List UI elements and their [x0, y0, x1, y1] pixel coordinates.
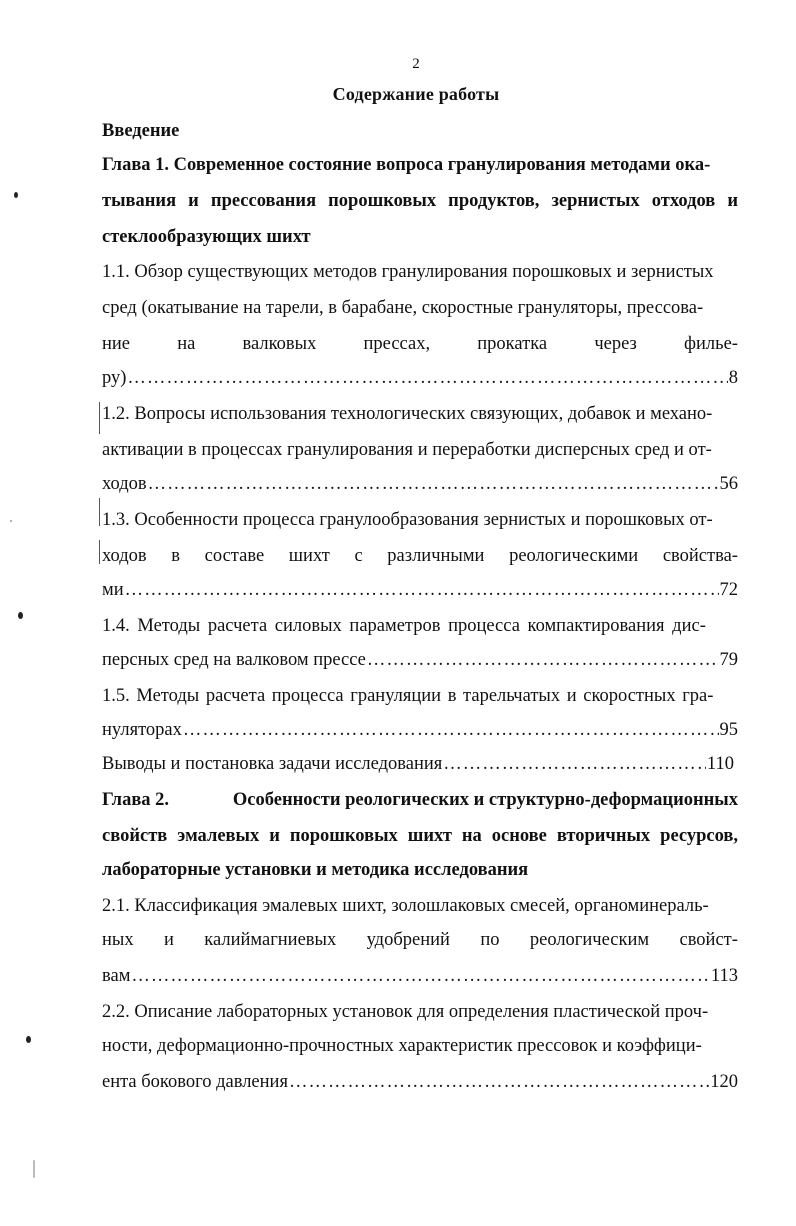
- chapter1-heading-text: Глава 1. Современное состояние вопроса гранулирования методами ока-: [102, 155, 711, 175]
- chapter1-heading-line1: [102, 147, 738, 183]
- chapter2-heading-line3: лабораторные установки и методика исследования: [102, 860, 529, 880]
- toc-1-4-line1: 1.4. Методы расчета силовых параметров процесса компактирования дис-: [102, 616, 706, 636]
- word: ходов: [102, 546, 147, 566]
- toc-1-3-line1: 1.3. Особенности процесса гранулообразования зернистых и порошковых от-: [102, 510, 713, 530]
- toc-1-1-leader-line: [102, 360, 738, 396]
- toc-1-3-line2: [102, 538, 738, 574]
- toc-1-2-leader-line: [102, 466, 738, 502]
- toc-1-5-last: нуляторах: [102, 720, 182, 740]
- toc-1-3-page: 72: [719, 580, 738, 600]
- word: ние: [102, 334, 131, 354]
- toc-conclusions-page: 110: [706, 754, 734, 774]
- toc-1-1-line3: [102, 326, 738, 362]
- chapter2-label: Глава 2.: [102, 790, 170, 810]
- word: удобрений: [366, 930, 450, 950]
- dot-leader: [183, 712, 719, 748]
- toc-1-2-page: 56: [719, 474, 738, 494]
- toc-introduction: Введение: [102, 121, 180, 141]
- toc-conclusions-line: [102, 746, 734, 782]
- word: и: [163, 930, 174, 950]
- word: различными: [387, 546, 485, 566]
- dot-leader: [443, 746, 706, 782]
- toc-1-3-last: ми: [102, 580, 124, 600]
- toc-1-4-page: 79: [719, 650, 738, 670]
- page-title: Содержание работы: [332, 84, 500, 104]
- toc-1-5-leader-line: [102, 712, 738, 748]
- word: валковых: [242, 334, 317, 354]
- word: прессах,: [363, 334, 431, 354]
- toc-1-1-page: 8: [728, 368, 738, 388]
- toc-2-2-page: 120: [710, 1072, 738, 1092]
- word: шихт: [288, 546, 330, 566]
- dot-leader: [127, 360, 727, 396]
- word: в: [171, 546, 181, 566]
- toc-2-2-last: ента бокового давления: [102, 1072, 288, 1092]
- toc-1-1-line1: 1.1. Обзор существующих методов гранулирования порошковых и зернистых: [102, 262, 714, 282]
- word: на: [177, 334, 196, 354]
- scan-speck: [18, 612, 23, 619]
- chapter2-heading-line1: [102, 782, 738, 818]
- toc-2-1-last: вам: [102, 966, 131, 986]
- toc-2-1-line1: 2.1. Классификация эмалевых шихт, золошлаковых смесей, органоминераль-: [102, 896, 709, 916]
- margin-mark: [99, 540, 100, 564]
- margin-mark: [99, 402, 100, 434]
- dot-leader: [125, 572, 719, 608]
- toc-1-4-leader-line: [102, 642, 738, 678]
- word: через: [594, 334, 637, 354]
- word: реологическим: [529, 930, 650, 950]
- scan-speck: [26, 1036, 31, 1043]
- word: свойст-: [679, 930, 738, 950]
- page-number: 2: [412, 56, 420, 72]
- dot-leader: [367, 642, 719, 678]
- chapter1-heading-line2: тывания и прессования порошковых продуктов, зернистых отходов и: [102, 191, 738, 211]
- toc-2-2-line2: ности, деформационно-прочностных характеристик прессовок и коэффици-: [102, 1036, 702, 1056]
- word: ных: [102, 930, 134, 950]
- toc-2-2-line1: 2.2. Описание лабораторных установок для определения пластической проч-: [102, 1002, 709, 1022]
- toc-1-2-last: ходов: [102, 474, 147, 494]
- scan-speck: [33, 1160, 35, 1178]
- toc-1-1-line2: сред (окатывание на тарели, в барабане, скоростные грануляторы, прессова-: [102, 298, 704, 318]
- word: свойства-: [662, 546, 738, 566]
- word: реологическими: [509, 546, 639, 566]
- scan-speck: [10, 520, 12, 522]
- chapter1-heading-line3: стеклообразующих шихт: [102, 227, 311, 247]
- dot-leader: [131, 958, 710, 994]
- toc-1-3-leader-line: [102, 572, 738, 608]
- word: филье-: [684, 334, 738, 354]
- word: составе: [204, 546, 265, 566]
- toc-1-2-line2: активации в процессах гранулирования и переработки дисперсных сред и от-: [102, 440, 712, 460]
- dot-leader: [289, 1064, 709, 1100]
- toc-2-1-leader-line: [102, 958, 738, 994]
- toc-2-1-line2: [102, 922, 738, 958]
- toc-1-2-line1: 1.2. Вопросы использования технологических связующих, добавок и механо-: [102, 404, 713, 424]
- toc-2-2-leader-line: [102, 1064, 738, 1100]
- toc-conclusions-text: Выводы и постановка задачи исследования: [102, 754, 443, 774]
- toc-2-1-page: 113: [710, 966, 738, 986]
- word: прокатка: [477, 334, 548, 354]
- word: по: [480, 930, 500, 950]
- margin-mark: [99, 498, 100, 526]
- toc-1-5-page: 95: [719, 720, 738, 740]
- toc-1-4-last: персных сред на валковом прессе: [102, 650, 366, 670]
- scan-speck: [14, 192, 18, 198]
- word: калиймагниевых: [204, 930, 337, 950]
- word: с: [354, 546, 363, 566]
- chapter2-heading-text: Особенности реологических и структурно-деформационных: [232, 790, 738, 810]
- chapter2-heading-line2: свойств эмалевых и порошковых шихт на основе вторичных ресурсов,: [102, 826, 738, 846]
- toc-1-5-line1: 1.5. Методы расчета процесса грануляции в тарельчатых и скоростных гра-: [102, 686, 714, 706]
- dot-leader: [148, 466, 719, 502]
- toc-1-1-last: ру): [102, 368, 127, 388]
